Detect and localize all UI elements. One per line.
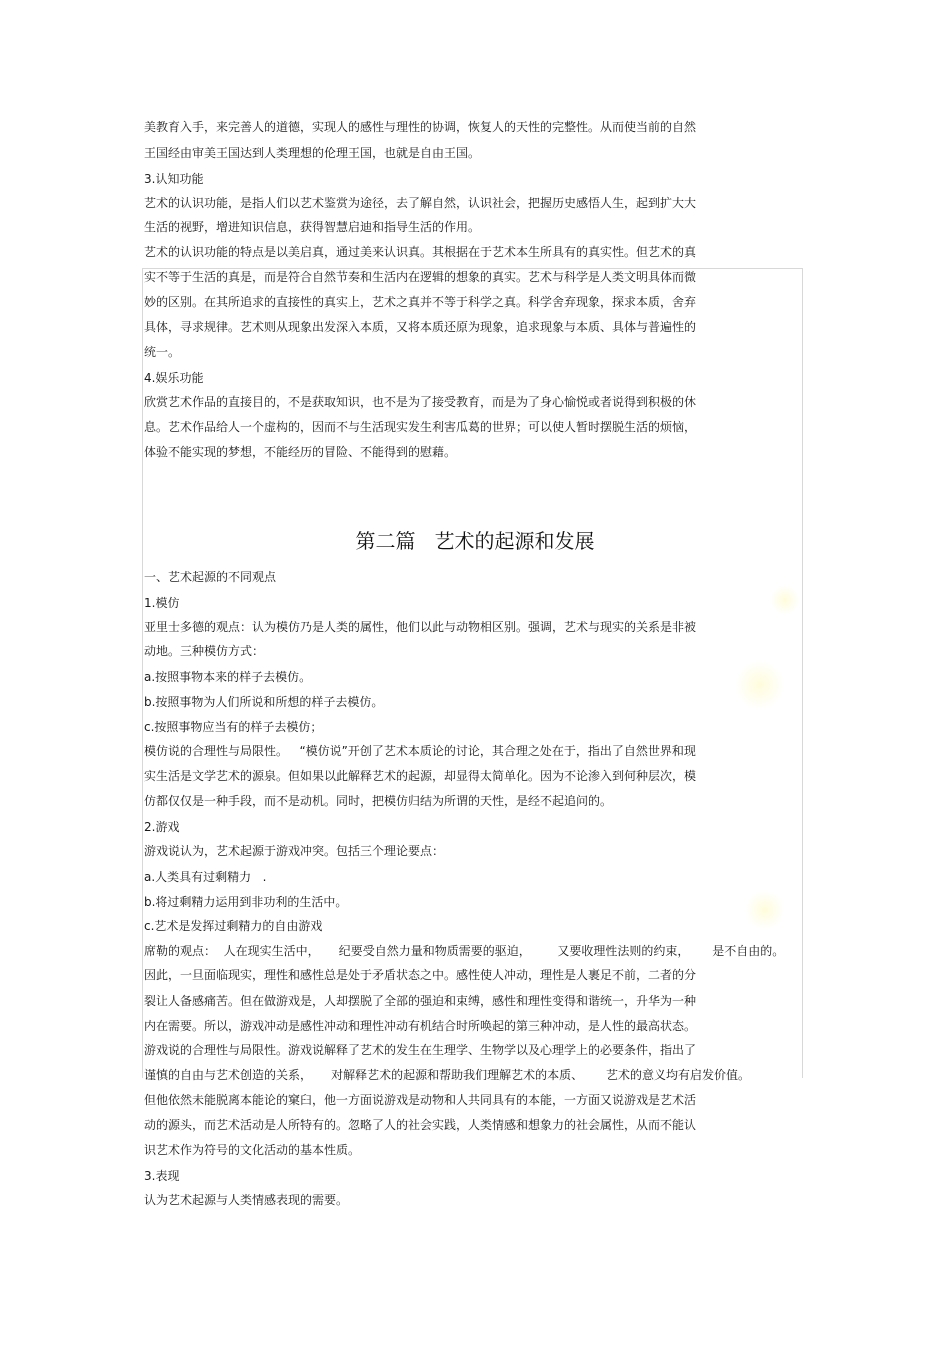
page-title: 第二篇 艺术的起源和发展 [355,529,595,553]
section-heading: 3.表现 [144,1169,180,1183]
list-item: a.人类具有过剩精力 . [144,870,267,884]
list-item: b.将过剩精力运用到非功利的生活中。 [144,895,348,909]
text-line: 美教育入手，来完善人的道德，实现人的感性与理性的协调，恢复人的天性的完整性。从而使当前的自然 [144,120,697,134]
list-item: b.按照事物为人们所说和所想的样子去模仿。 [144,695,384,709]
text-line: 亚里士多德的观点：认为模仿乃是人类的属性，他们以此与动物相区别。强调，艺术与现实的关系是非被 [144,620,697,634]
section-heading: 4.娱乐功能 [144,371,204,385]
section-heading: 1.模仿 [144,596,180,610]
text-line: 因此，一旦面临现实，理性和感性总是处于矛盾状态之中。感性使人冲动，理性是人裹足不前，二者的分 [144,968,697,982]
text-line: 认为艺术起源与人类情感表现的需要。 [144,1193,349,1207]
text-line: 实生活是文学艺术的源泉。但如果以此解释艺术的起源，却显得太简单化。因为不论渗入到何种层次，模 [144,769,697,783]
list-item: c.按照事物应当有的样子去模仿； [144,720,323,734]
text-line: 游戏说的合理性与局限性。游戏说解释了艺术的发生在生理学、生物学以及心理学上的必要条件，指出了 [144,1043,697,1057]
text-line: 仿都仅仅是一种手段，而不是动机。同时，把模仿归结为所谓的天性，是经不起追问的。 [144,794,613,808]
section-heading: 3.认知功能 [144,172,204,186]
text-line: 息。艺术作品给人一个虚构的，因而不与生活现实发生利害瓜葛的世界；可以使人暂时摆脱生活的烦恼， [144,420,697,434]
section-heading: 2.游戏 [144,820,180,834]
text-line: 识艺术作为符号的文化活动的基本性质。 [144,1143,361,1157]
text-line: 实不等于生活的真是，而是符合自然节奏和生活内在逻辑的想象的真实。艺术与科学是人类文明具体而微 [144,270,697,284]
text-line: 裂让人备感痛苦。但在做游戏是，人却摆脱了全部的强迫和束缚，感性和理性变得和谐统一，升华为一种 [144,994,697,1008]
text-line: 体验不能实现的梦想，不能经历的冒险、不能得到的慰藉。 [144,445,457,459]
text-line: 王国经由审美王国达到人类理想的伦理王国，也就是自由王国。 [144,146,481,160]
text-line: 但他依然未能脱离本能论的窠臼，他一方面说游戏是动物和人共同具有的本能，一方面又说游戏是艺术活 [144,1093,697,1107]
watermark-glow [745,890,785,930]
text-line: 模仿说的合理性与局限性。 “模仿说”开创了艺术本质论的讨论，其合理之处在于，指出了自然世界和现 [144,744,696,758]
text-line: 生活的视野，增进知识信息，获得智慧启迪和指导生活的作用。 [144,220,481,234]
text-line: 妙的区别。在其所追求的直接性的真实上，艺术之真并不等于科学之真。科学舍弃现象，探求本质，舍弃 [144,295,697,309]
text-line: 艺术的认识功能的特点是以美启真，通过美来认识真。其根据在于艺术本生所具有的真实性。但艺术的真 [144,245,697,259]
text-line: 欣赏艺术作品的直接目的，不是获取知识，也不是为了接受教育，而是为了身心愉悦或者说得到积极的休 [144,395,697,409]
text-line: 游戏说认为，艺术起源于游戏冲突。包括三个理论要点： [144,844,445,858]
section-heading: 一、艺术起源的不同观点 [144,570,277,584]
list-item: a.按照事物本来的样子去模仿。 [144,670,312,684]
text-line: 具体，寻求规律。艺术则从现象出发深入本质，又将本质还原为现象，追求现象与本质、具体与普遍性的 [144,320,697,334]
text-line: 统一。 [144,345,181,359]
watermark-glow [735,660,785,710]
text-line: 动的源头，而艺术活动是人所特有的。忽略了人的社会实践，人类情感和想象力的社会属性，从而不能认 [144,1118,697,1132]
text-line: 动地。三种模仿方式： [144,644,265,658]
text-line: 谨慎的自由与艺术创造的关系， 对解释艺术的起源和帮助我们理解艺术的本质、 艺术的意义均有启发价值。 [144,1068,750,1082]
text-line: 艺术的认识功能，是指人们以艺术鉴赏为途径，去了解自然，认识社会，把握历史感悟人生，起到扩大大 [144,196,697,210]
text-line: 席勒的观点： 人在现实生活中， 纪要受自然力量和物质需要的驱迫， 又要收理性法则的约束， 是不自由的。 [144,944,785,958]
text-line: 内在需要。所以，游戏冲动是感性冲动和理性冲动有机结合时所唤起的第三种冲动，是人性的最高状态。 [144,1019,697,1033]
list-item: c.艺术是发挥过剩精力的自由游戏 [144,919,323,933]
watermark-glow [770,585,800,615]
